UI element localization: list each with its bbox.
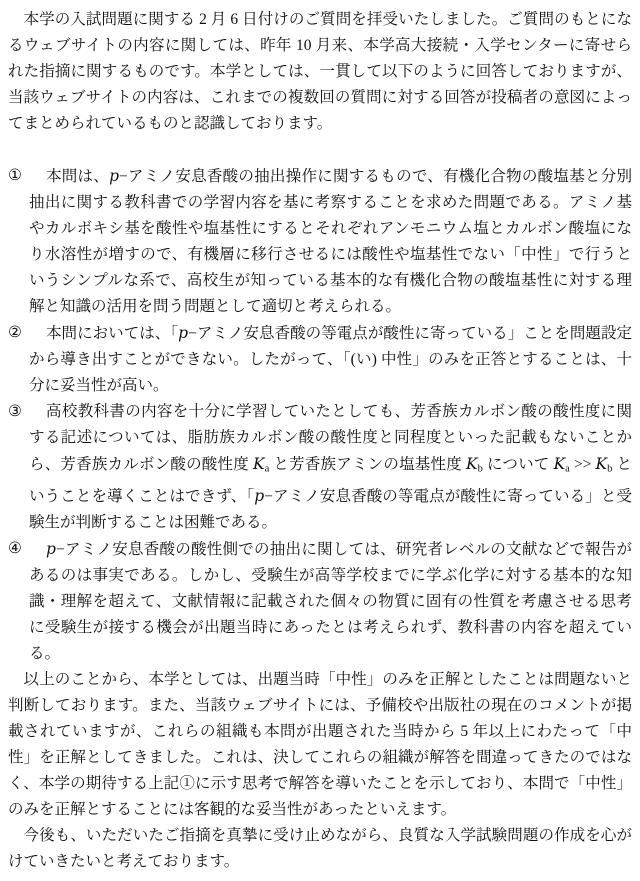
conclusion-paragraph: 以上のことから、本学としては、出題当時「中性」のみを正解としたことは問題ないと判断しております。また、当該ウェブサイトには、予備校や出版社の現在のコメントが掲載されていますが、これらの組織も本問が出題された当時から 5 年以上にわたって「中性」を正解としてきました。これは、決してこれらの組織が解答を間違ってきたのではなく、本学の期待する上記①に示す思考で解答を導いたことを示しており、本問で「中性」のみを正解とすることには客観的な妥当性があったといえます。: [8, 670, 632, 818]
numbered-answer-list: [8, 163, 632, 667]
list-item-1-text: 本問は、p−アミノ安息香酸の抽出操作に関するもので、有機化合物の酸塩基と分別抽出に関する教科書での学習内容を基に考察することを求めた問題である。アミノ基やカルボキシ基を酸性や塩基性にするとそれぞれアンモニウム塩とカルボン酸塩になり水溶性が増すので、有機層に移行させるには酸性や塩基性でない「中性」で行うというシンプルな系で、高校生が知っている基本的な有機化合物の酸塩基性に対する理解と知識の活用を問う問題として適切と考えられる。: [29, 167, 632, 315]
response-document: [8, 7, 632, 875]
list-item-4-text: p−アミノ安息香酸の酸性側での抽出に関しては、研究者レベルの文献などで報告があるのは事実である。しかし、受験生が高等学校までに学ぶ化学に対する基本的な知識・理解を超えて、文献情報に記載された個々の物質に固有の性質を考慮させる思考に受験生が接する機会が出題当時にあったとは考えられず、教科書の内容を超えている。: [29, 539, 632, 662]
list-item-1: [8, 163, 632, 320]
list-item-2-text: 本問においては、「p−アミノ安息香酸の等電点が酸性に寄っている」ことを問題設定から導き出すことができない。したがって、「(い) 中性」のみを正答とすることは、十分に妥当性が高い。: [29, 324, 632, 394]
closing-paragraph: 今後も、いただいたご指摘を真摯に受け止めながら、良質な入学試験問題の作成を心がけていきたいと考えております。: [8, 826, 632, 870]
list-item-3: [8, 399, 632, 536]
intro-paragraph: 本学の入試問題に関する 2 月 6 日付けのご質問を拝受いたしました。ご質問のもとになるウェブサイトの内容に関しては、昨年 10 月来、本学高大接続・入学センターに寄せられた指摘に関するものです。本学としては、一貫して以下のように回答しておりますが、当該ウェブサイトの内容は、これまでの複数回の質問に対する回答が投稿者の意図によってまとめられているものと認識しております。: [8, 11, 632, 132]
list-item-3-text: 高校教科書の内容を十分に学習していたとしても、芳香族カルボン酸の酸性度に関する記述については、脂肪族カルボン酸の酸性度と同程度といった記載もないことから、芳香族カルボン酸の酸性度 $K_a$ と芳香族アミンの塩基性度 $K_b$ について $K_a >> K_b$ ということを導くことはできず、「p−アミノ安息香酸の等電点が酸性に寄っている」と受験生が判断することは困難である。: [29, 403, 633, 531]
list-item-2: [8, 320, 632, 399]
list-marker-4: ④: [8, 539, 22, 557]
list-marker-3: ③: [8, 403, 22, 420]
list-item-4: [8, 536, 632, 667]
list-marker-2: ②: [8, 324, 22, 341]
list-marker-1: ①: [8, 167, 22, 184]
